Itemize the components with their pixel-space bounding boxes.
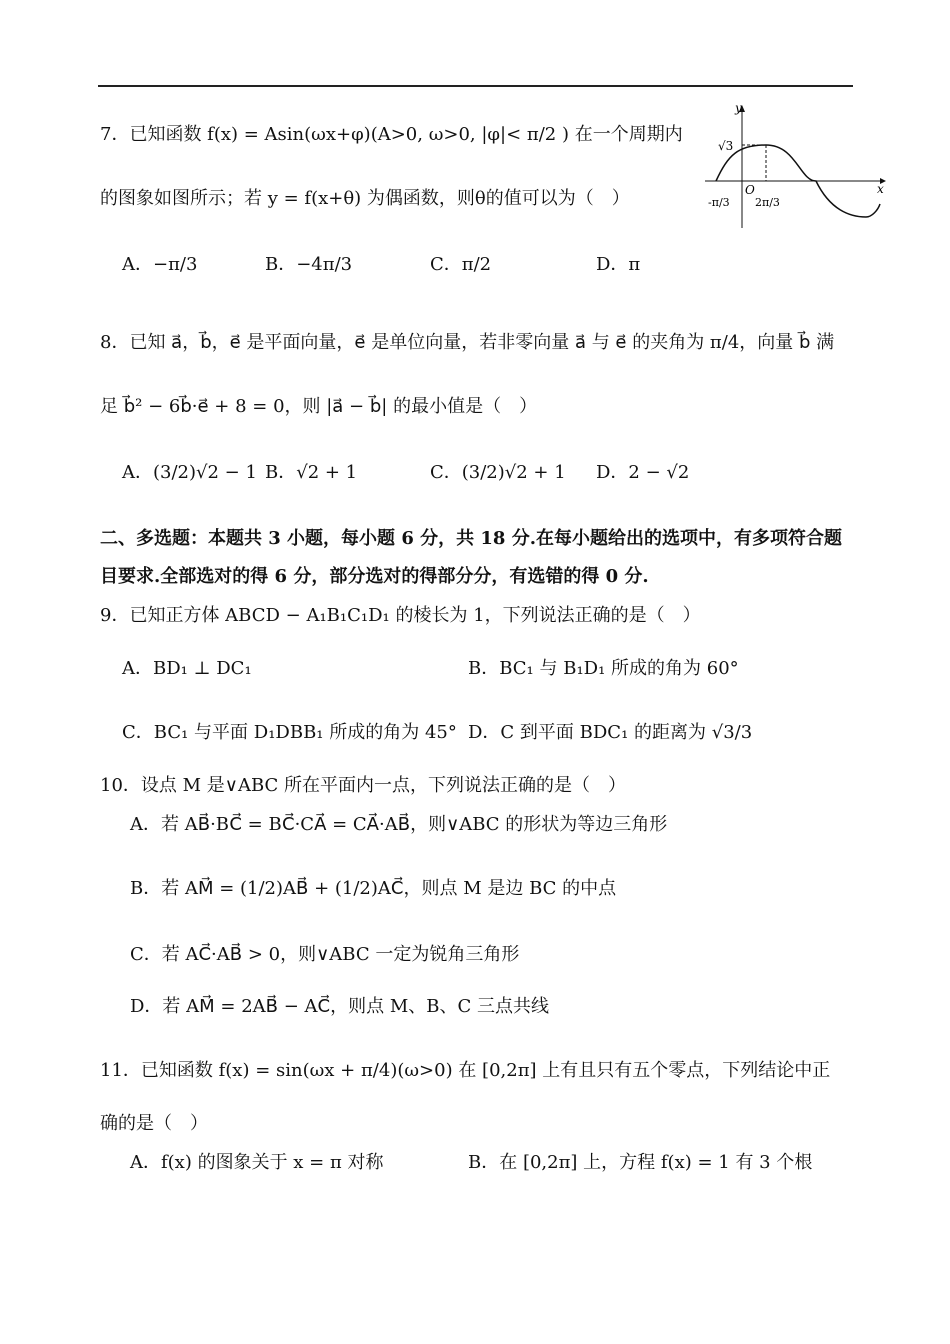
q8-line1-text: 8．已知 a⃗，b⃗，e⃗ 是平面向量，e⃗ 是单位向量，若非零向量 a⃗ 与 e⃗ 的夹角为 π/4，向量 b⃗ 满	[100, 332, 835, 353]
q7-line1-text: 7．已知函数 f(x) = Asin(ωx+φ)(A>0, ω>0, |φ|< π/2 ) 在一个周期内	[100, 124, 683, 145]
graph-peak-label: √3	[718, 139, 734, 153]
q10-option-c: C．若 AC⃗·AB⃗ > 0，则∨ABC 一定为锐角三角形	[130, 944, 520, 965]
q10-stem: 10．设点 M 是∨ABC 所在平面内一点，下列说法正确的是（ ）	[100, 775, 627, 796]
q11-line2: 确的是（ ）	[100, 1113, 208, 1134]
top-rule	[98, 85, 853, 87]
graph-origin-label: O	[745, 183, 755, 197]
q7-line1	[100, 122, 683, 148]
section2-line2: 目要求.全部选对的得 6 分，部分选对的得部分分，有选错的得 0 分.	[100, 566, 649, 587]
graph-x-label: x	[877, 182, 884, 196]
q9-stem: 9．已知正方体 ABCD − A₁B₁C₁D₁ 的棱长为 1，下列说法正确的是（ ）	[100, 605, 701, 626]
q8-option-b: B．√2 + 1	[265, 462, 358, 483]
q9-option-a: A．BD₁ ⊥ DC₁	[122, 658, 252, 679]
q10-option-b: B．若 AM⃗ = (1/2)AB⃗ + (1/2)AC⃗，则点 M 是边 BC 的中点	[130, 878, 617, 899]
q10-option-a: A．若 AB⃗·BC⃗ = BC⃗·CA⃗ = CA⃗·AB⃗，则∨ABC 的形状为等边三角形	[130, 814, 668, 835]
graph-x-left-label: -π/3	[708, 196, 730, 209]
q11-option-a: A．f(x) 的图象关于 x = π 对称	[130, 1152, 384, 1173]
q7-option-d: D．π	[596, 254, 641, 275]
q11-line1: 11．已知函数 f(x) = sin(ωx + π/4)(ω>0) 在 [0,2π] 上有且只有五个零点，下列结论中正	[100, 1060, 831, 1081]
q9-option-d: D．C 到平面 BDC₁ 的距离为 √3/3	[468, 722, 753, 743]
q7-option-b: B．−4π/3	[265, 254, 353, 275]
q7-line2-text: 的图象如图所示；若 y = f(x+θ) 为偶函数，则θ的值可以为（ ）	[100, 188, 630, 209]
q8-option-d: D．2 − √2	[596, 462, 690, 483]
q8-line2-text: 足 b⃗² − 6b⃗·e⃗ + 8 = 0，则 |a⃗ − b⃗| 的最小值是（ ）	[100, 396, 538, 417]
q10-option-d: D．若 AM⃗ = 2AB⃗ − AC⃗，则点 M、B、C 三点共线	[130, 996, 549, 1017]
graph-x-right-label: 2π/3	[755, 196, 780, 209]
q8-option-a: A．(3/2)√2 − 1	[122, 462, 257, 483]
q9-option-b: B．BC₁ 与 B₁D₁ 所成的角为 60°	[468, 658, 739, 679]
q8-option-c: C．(3/2)√2 + 1	[430, 462, 566, 483]
section2-line1: 二、多选题：本题共 3 小题，每小题 6 分，共 18 分.在每小题给出的选项中，有多项符合题	[100, 528, 842, 549]
q7-option-a: A．−π/3	[122, 254, 198, 275]
q7-sine-graph	[700, 100, 890, 235]
q11-option-b: B．在 [0,2π] 上，方程 f(x) = 1 有 3 个根	[468, 1152, 813, 1173]
q7-option-c: C．π/2	[430, 254, 492, 275]
q9-option-c: C．BC₁ 与平面 D₁DBB₁ 所成的角为 45°	[122, 722, 457, 743]
graph-y-label: y	[735, 101, 742, 115]
q8-line2	[100, 394, 537, 420]
q8-line1	[100, 330, 834, 356]
q7-line2	[100, 186, 630, 212]
